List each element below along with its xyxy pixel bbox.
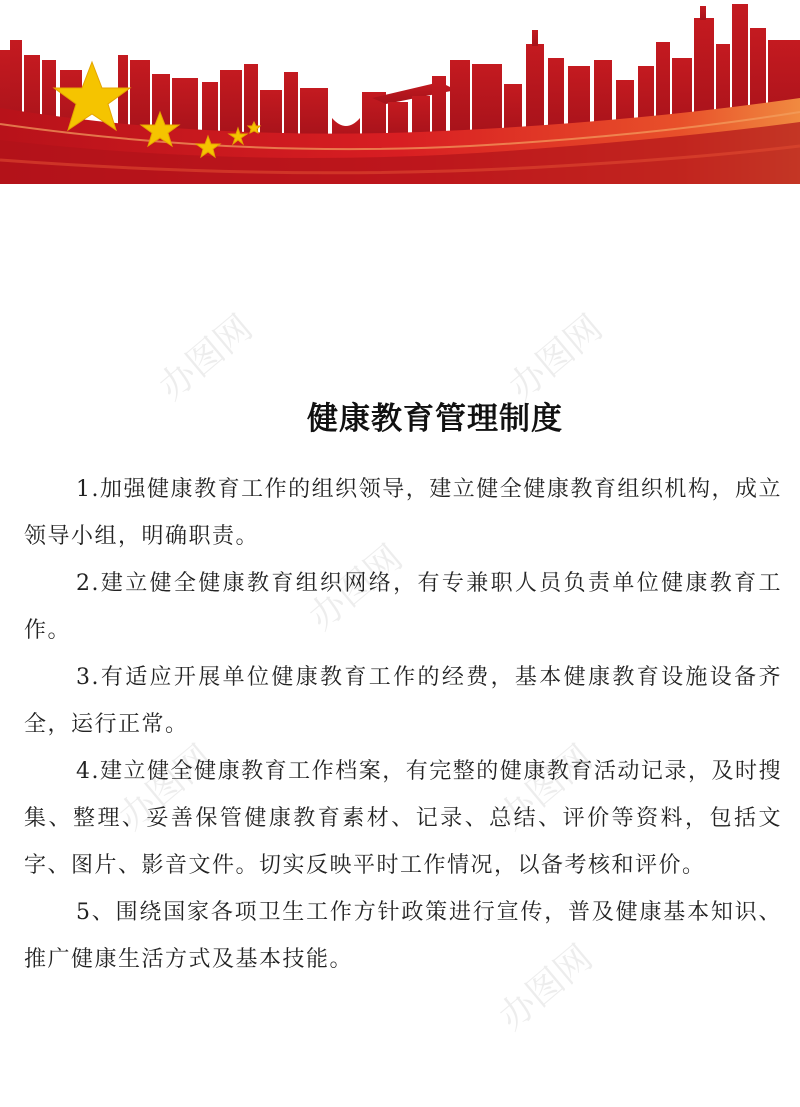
paragraph-2: 2.建立健全健康教育组织网络，有专兼职人员负责单位健康教育工作。 xyxy=(24,571,782,643)
watermark: 办图网 xyxy=(491,937,601,1039)
header-banner xyxy=(0,0,800,184)
document-title: 健康教育管理制度 xyxy=(307,401,563,437)
paragraph-4: 4.建立健全健康教育工作档案，有完整的健康教育活动记录，及时搜集、整理、妥善保管健康教育素材、记录、总结、评价等资料，包括文字、图片、影音文件。切实反映平时工作情况，以备考核和评价。 xyxy=(24,759,782,878)
watermark: 办图网 xyxy=(491,737,601,839)
watermark: 办图网 xyxy=(501,307,611,409)
paragraph-5: 5、围绕国家各项卫生工作方针政策进行宣传，普及健康基本知识、推广健康生活方式及基本技能。 xyxy=(24,900,782,972)
city-skyline-banner-graphic xyxy=(0,0,800,184)
paragraph-1: 1.加强健康教育工作的组织领导，建立健全健康教育组织机构，成立领导小组，明确职责。 xyxy=(24,477,782,549)
paragraph-3: 3.有适应开展单位健康教育工作的经费，基本健康教育设施设备齐全，运行正常。 xyxy=(24,665,782,737)
watermark: 办图网 xyxy=(111,737,221,839)
watermark: 办图网 xyxy=(301,537,411,639)
document-body xyxy=(24,466,782,983)
watermark: 办图网 xyxy=(151,307,261,409)
